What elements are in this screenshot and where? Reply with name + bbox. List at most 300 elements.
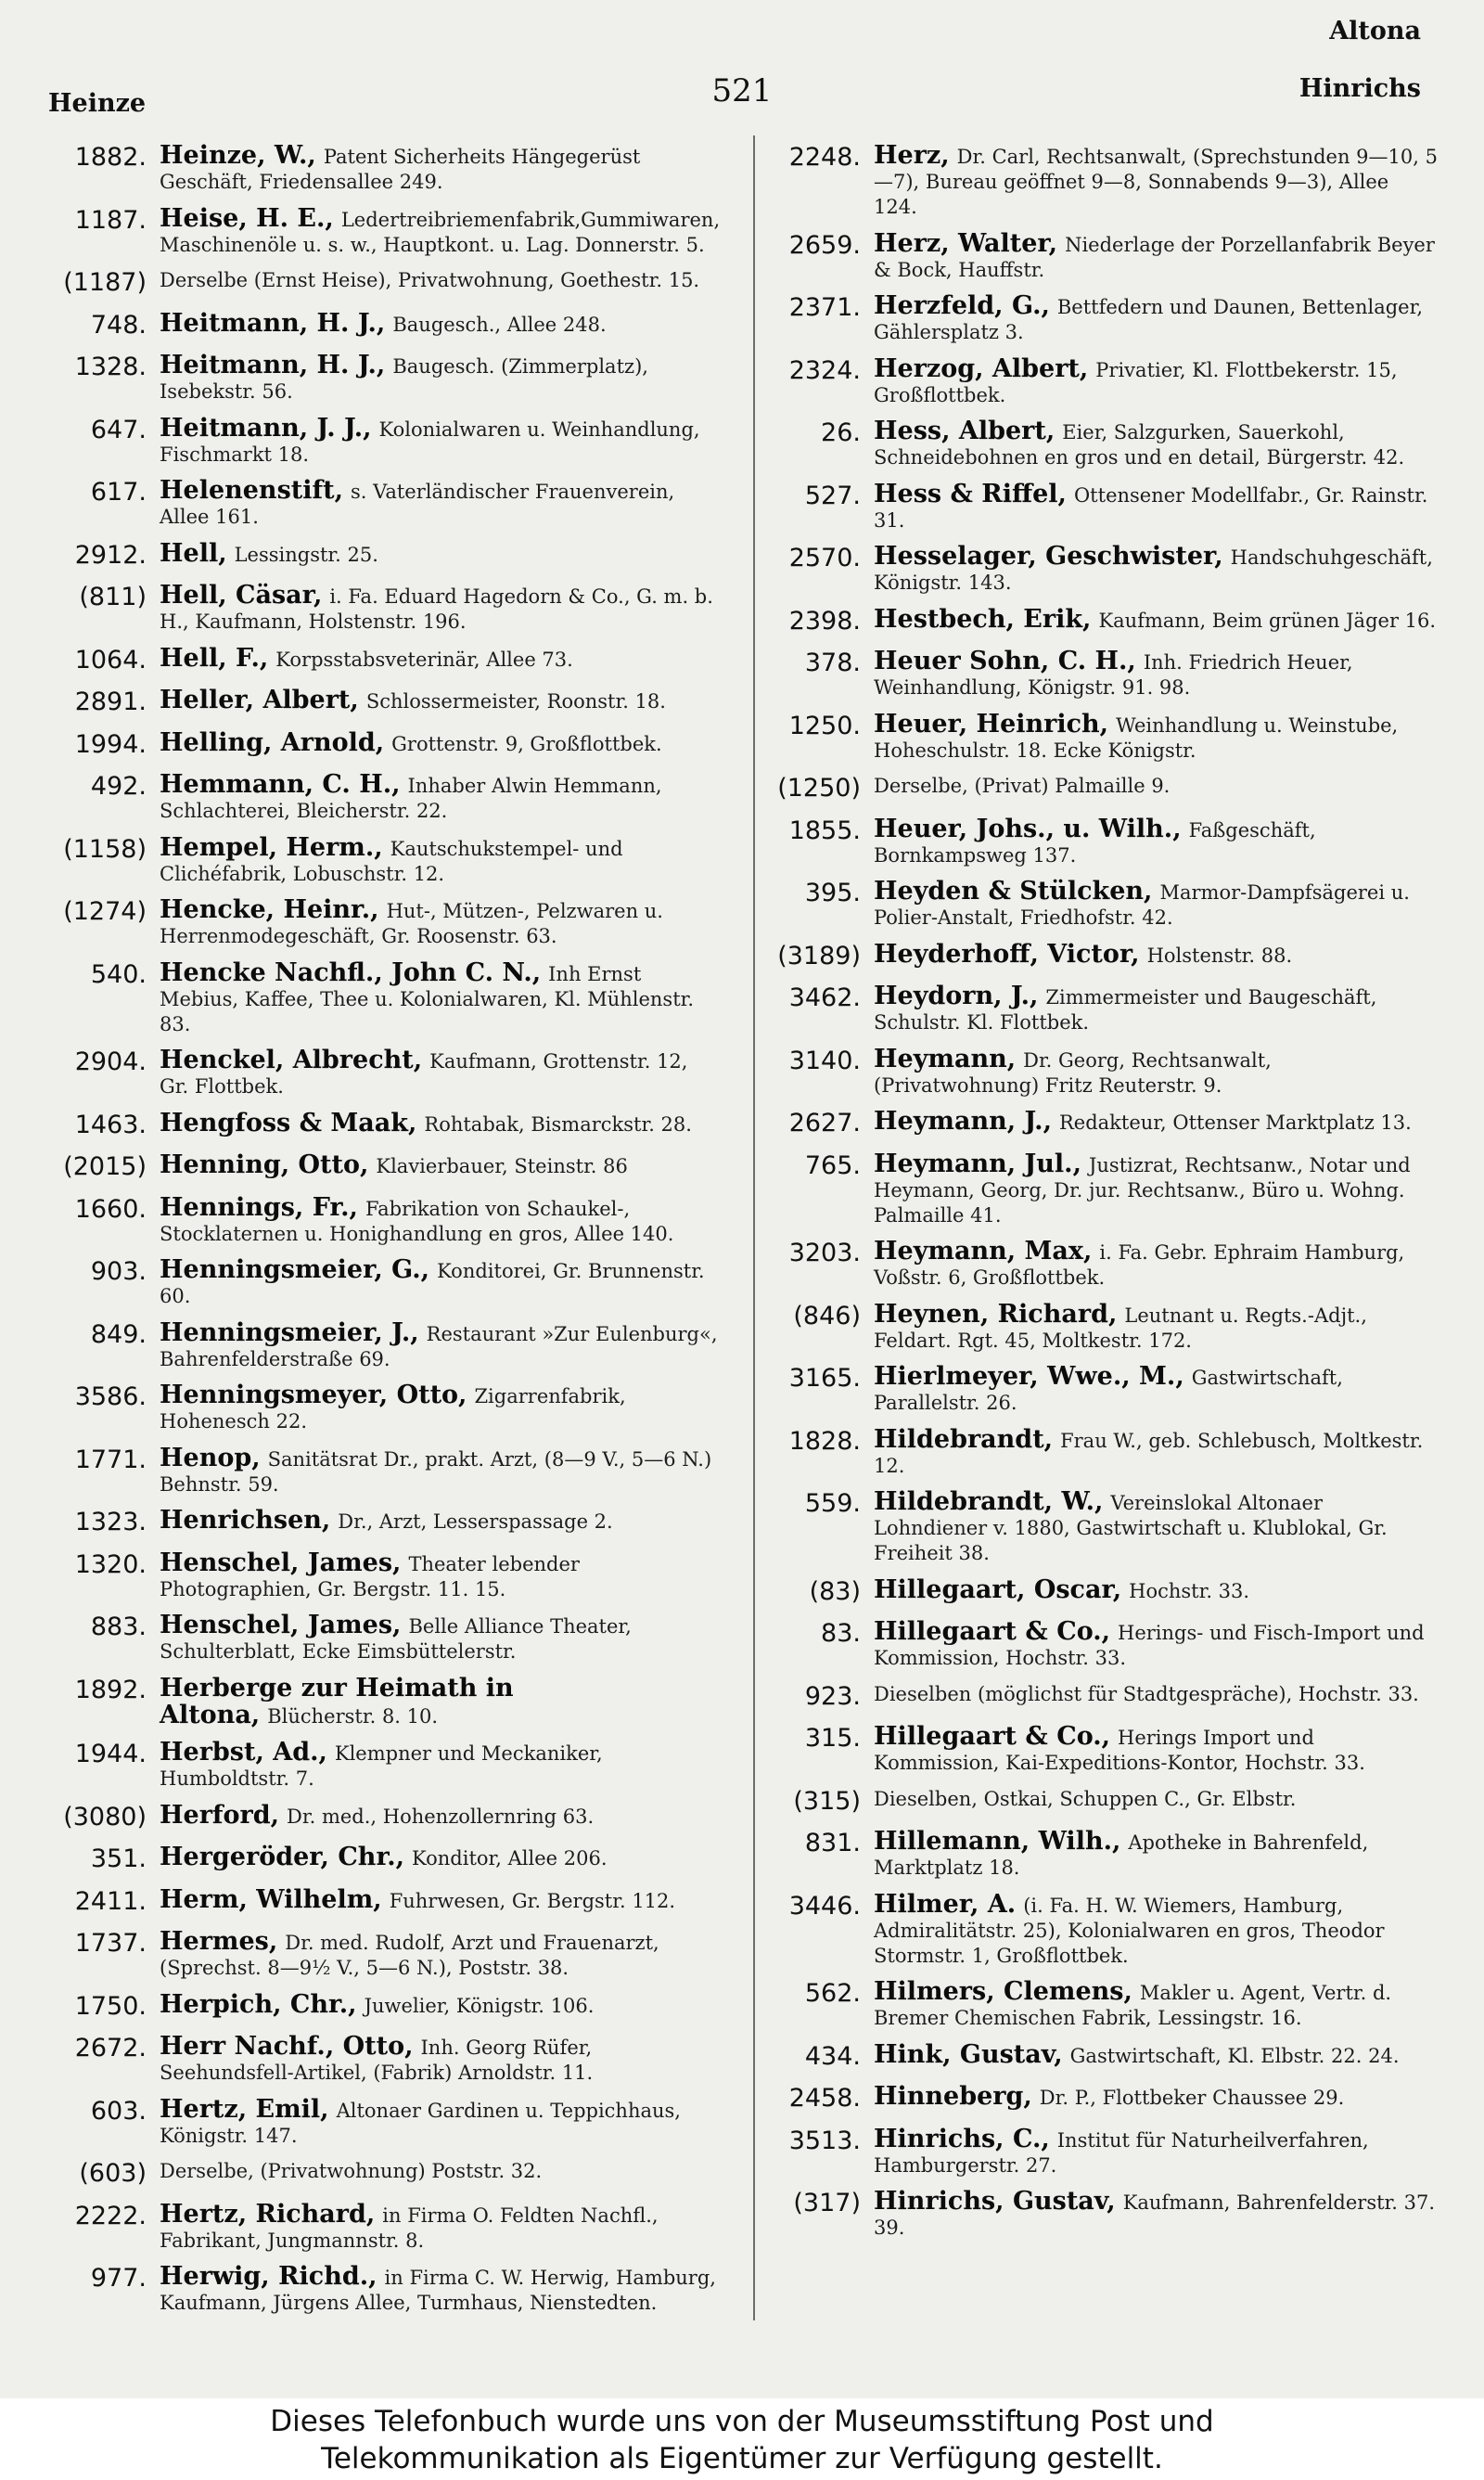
entry-name: Herzog, Albert, xyxy=(874,353,1089,383)
entry-name: Hilmers, Clemens, xyxy=(874,1977,1132,2006)
entry-body xyxy=(160,2032,722,2086)
directory-entry xyxy=(28,686,722,719)
entry-number: 540. xyxy=(90,959,147,989)
entry-number: 1064. xyxy=(74,645,147,675)
entry-number: 1737. xyxy=(74,1929,147,1958)
entry-body xyxy=(160,1674,722,1729)
directory-entry xyxy=(28,1738,722,1792)
entry-number: (315) xyxy=(793,1786,861,1816)
directory-entry xyxy=(761,2082,1438,2115)
directory-entry xyxy=(28,1674,722,1729)
entry-number: 1771. xyxy=(74,1445,147,1474)
directory-entry xyxy=(28,1548,722,1602)
entry-name: Hillemann, Wilh., xyxy=(874,1827,1121,1856)
entry-number: (2015) xyxy=(63,1152,147,1181)
left-column xyxy=(28,141,722,2325)
entry-details: Rohtabak, Bismarckstr. 28. xyxy=(424,1112,692,1136)
entry-name: Hencke Nachfl., John C. N., xyxy=(160,957,542,987)
entry-details: Dr. med. Rudolf, Arzt und Frauenarzt, (Sprechst. 8—9½ V., 5—6 N.), Poststr. 38. xyxy=(160,1932,659,1979)
directory-entry xyxy=(761,291,1438,345)
entry-details: Belle Alliance Theater, Schulterblatt, Ecke Eimsbüttelerstr. xyxy=(160,1615,632,1663)
entry-name: Hell, Cäsar, xyxy=(160,581,323,610)
directory-entry xyxy=(761,417,1438,470)
entry-name: Hemmann, C. H., xyxy=(160,770,401,799)
entry-details: in Firma C. W. Herwig, Hamburg, Kaufmann, Jürgens Allee, Turmhaus, Nienstedten. xyxy=(160,2267,716,2314)
directory-entry xyxy=(28,1109,722,1142)
entry-number: 83. xyxy=(821,1619,861,1648)
directory-entry xyxy=(28,1801,722,1834)
entry-number: 831. xyxy=(804,1829,861,1857)
entry-number: (1250) xyxy=(777,774,861,803)
entry-details: Lessingstr. 25. xyxy=(234,543,378,566)
entry-body xyxy=(874,815,1438,868)
entry-name: Heitmann, H. J., xyxy=(160,351,386,379)
entry-details: Kaufmann, Beim grünen Jäger 16. xyxy=(1098,609,1437,632)
entry-details: Konditor, Allee 206. xyxy=(412,1847,608,1870)
entry-body xyxy=(874,1680,1438,1707)
directory-entry xyxy=(761,480,1438,533)
entry-number: 562. xyxy=(804,1979,861,2008)
directory-entry xyxy=(28,204,722,258)
entry-details: Konditorei, Gr. Brunnenstr. 60. xyxy=(160,1260,705,1307)
directory-entry xyxy=(761,1107,1438,1140)
entry-details: Zimmermeister und Baugeschäft, Schulstr. Kl. Flottbek. xyxy=(874,986,1377,1034)
entry-name: Heynen, Richard, xyxy=(874,1299,1118,1329)
entry-number: 2627. xyxy=(788,1109,861,1137)
entry-name: Herz, Walter, xyxy=(874,228,1058,258)
entry-body xyxy=(160,309,722,338)
entry-details: Dieselben (möglichst für Stadtgespräche), Hochstr. 33. xyxy=(874,1682,1419,1705)
directory-entry xyxy=(761,1045,1438,1099)
entry-number: 2248. xyxy=(788,143,861,172)
entry-body xyxy=(160,1381,722,1434)
entry-body xyxy=(874,417,1438,470)
directory-entry xyxy=(761,229,1438,283)
directory-entry xyxy=(761,815,1438,868)
entry-body xyxy=(160,2157,722,2184)
entry-name: Heymann, Jul., xyxy=(874,1149,1081,1178)
entry-name: Heyden & Stülcken, xyxy=(874,877,1153,906)
entry-name: Heitmann, H. J., xyxy=(160,308,386,338)
entry-name: Henningsmeier, G., xyxy=(160,1255,430,1284)
footer-notice xyxy=(0,2398,1484,2480)
entry-number: 1323. xyxy=(74,1508,147,1536)
entry-details: Baugesch. (Zimmerplatz), Isebekstr. 56. xyxy=(160,355,648,403)
entry-details: Redakteur, Ottenser Marktplatz 13. xyxy=(1058,1112,1412,1134)
entry-number: 2672. xyxy=(74,2034,147,2062)
entry-body xyxy=(160,1193,722,1247)
entry-number: 1750. xyxy=(74,1991,147,2021)
directory-entry xyxy=(761,1150,1438,1228)
entry-body xyxy=(160,895,722,949)
entry-details: Patent Sicherheits Hängegerüst Geschäft, Friedensallee 249. xyxy=(160,146,641,193)
entry-name: Hengfoss & Maak, xyxy=(160,1108,417,1137)
entry-details: Klempner und Meckaniker, Humboldtstr. 7. xyxy=(160,1742,603,1790)
entry-details: Sanitätsrat Dr., prakt. Arzt, (8—9 V., 5—6 N.) Behnstr. 59. xyxy=(160,1447,712,1496)
directory-entry xyxy=(28,1843,722,1876)
entry-number: 883. xyxy=(90,1613,147,1641)
entry-name: Hesselager, Geschwister, xyxy=(874,542,1223,571)
entry-name: Hencke, Heinr., xyxy=(160,895,379,924)
entry-number: 3140. xyxy=(788,1046,861,1075)
entry-name: Heymann, Max, xyxy=(874,1237,1093,1266)
directory-entry xyxy=(28,476,722,530)
entry-name: Henop, xyxy=(160,1443,261,1472)
directory-entry xyxy=(28,414,722,468)
entry-name: Henrichsen, xyxy=(160,1506,331,1535)
entry-details: Juwelier, Königstr. 106. xyxy=(364,1994,595,2017)
entry-name: Hess, Albert, xyxy=(874,417,1055,445)
entry-number: (1187) xyxy=(63,268,147,297)
entry-number: 2398. xyxy=(788,606,861,636)
entry-number: 3586. xyxy=(74,1382,147,1411)
directory-entry xyxy=(761,1680,1438,1714)
entry-number: 2371. xyxy=(788,293,861,322)
entry-name: Henningsmeier, J., xyxy=(160,1317,419,1347)
entry-number: 2324. xyxy=(788,355,861,385)
entry-body xyxy=(874,2125,1438,2178)
entry-details: Dieselben, Ostkai, Schuppen C., Gr. Elbstr. xyxy=(874,1787,1297,1810)
entry-name: Hell, xyxy=(160,538,227,568)
entry-body xyxy=(160,770,722,824)
entry-details: Inh. Georg Rüfer, Seehundsfell-Artikel, (Fabrik) Arnoldstr. 11. xyxy=(160,2037,594,2084)
left-running-head: Heinze xyxy=(48,89,147,118)
entry-name: Heymann, J., xyxy=(874,1107,1052,1136)
entry-details: Holstenstr. 88. xyxy=(1146,944,1293,967)
entry-details: Dr., Arzt, Lesserspassage 2. xyxy=(338,1510,613,1533)
entry-number: 617. xyxy=(90,478,147,507)
entry-body xyxy=(874,940,1438,969)
entry-name: Heitmann, J. J., xyxy=(160,413,372,443)
directory-entry xyxy=(28,1927,722,1981)
entry-name: Heydorn, J., xyxy=(874,982,1039,1010)
entry-body xyxy=(874,354,1438,408)
entry-body xyxy=(160,2200,722,2254)
entry-details: Derselbe, (Privat) Palmaille 9. xyxy=(874,775,1171,797)
entry-body xyxy=(874,291,1438,345)
entry-body xyxy=(874,2187,1438,2241)
directory-entry xyxy=(761,1425,1438,1479)
entry-name: Hertz, Emil, xyxy=(160,2094,329,2124)
page-number: 521 xyxy=(711,72,773,109)
entry-name: Herr Nachf., Otto, xyxy=(160,2032,414,2061)
entry-body xyxy=(874,480,1438,533)
entry-body xyxy=(160,1885,722,1914)
entry-details: Blücherstr. 8. 10. xyxy=(267,1704,439,1728)
entry-body xyxy=(160,1255,722,1309)
entry-details: Privatier, Kl. Flottbekerstr. 15, Großflottbek. xyxy=(874,358,1398,406)
entry-name: Henningsmeyer, Otto, xyxy=(160,1381,467,1409)
entry-body xyxy=(160,1318,722,1372)
footer-line-1: Dieses Telefonbuch wurde uns von der Museumsstiftung Post und xyxy=(270,2405,1214,2438)
entry-details: i. Fa. Eduard Hagedorn & Co., G. m. b. H., Kaufmann, Holstenstr. 196. xyxy=(160,585,713,633)
entry-body xyxy=(160,1927,722,1981)
directory-entry xyxy=(761,2125,1438,2178)
entry-number: 527. xyxy=(804,481,861,510)
entry-number: (3080) xyxy=(63,1802,147,1831)
directory-entry xyxy=(761,1487,1438,1566)
entry-details: s. Vaterländischer Frauenverein, Allee 161. xyxy=(160,481,675,528)
entry-body xyxy=(874,1785,1438,1812)
entry-name: Helling, Arnold, xyxy=(160,727,385,757)
directory-entry xyxy=(28,958,722,1037)
directory-entry xyxy=(28,1506,722,1539)
entry-number: 2659. xyxy=(788,230,861,260)
entry-body xyxy=(874,647,1438,700)
entry-name: Henckel, Albrecht, xyxy=(160,1046,423,1074)
entry-number: 378. xyxy=(804,649,861,677)
entry-details: Klavierbauer, Steinstr. 86 xyxy=(376,1155,628,1177)
entry-name: Hierlmeyer, Wwe., M., xyxy=(874,1362,1184,1391)
entry-name: Herwig, Richd., xyxy=(160,2262,377,2291)
entry-details: Vereinslokal Altonaer Lohndiener v. 1880, Gastwirtschaft u. Klublokal, Gr. Freiheit 38. xyxy=(874,1492,1388,1564)
entry-name: Hinneberg, xyxy=(874,2082,1032,2111)
entry-details: i. Fa. Gebr. Ephraim Hamburg, Voßstr. 6, Großflottbek. xyxy=(874,1241,1405,1289)
entry-details: Institut für Naturheilverfahren, Hamburgerstr. 27. xyxy=(874,2128,1369,2177)
entry-details: Frau W., geb. Schlebusch, Moltkestr. 12. xyxy=(874,1429,1424,1477)
entry-name: Helenenstift, xyxy=(160,476,343,505)
directory-entry xyxy=(761,1890,1438,1969)
entry-number: 765. xyxy=(804,1150,861,1180)
directory-entry xyxy=(761,710,1438,764)
directory-entry xyxy=(28,644,722,677)
entry-details: Gastwirtschaft, Parallelstr. 26. xyxy=(874,1367,1343,1414)
entry-body xyxy=(160,351,722,405)
entry-body xyxy=(874,1487,1438,1566)
entry-details: Grottenstr. 9, Großflottbek. xyxy=(391,732,662,755)
entry-body xyxy=(160,1046,722,1099)
entry-number: 1328. xyxy=(74,353,147,381)
entry-number: 559. xyxy=(804,1489,861,1518)
directory-entry xyxy=(28,1381,722,1434)
entry-number: (317) xyxy=(793,2189,861,2217)
entry-details: Makler u. Agent, Vertr. d. Bremer Chemischen Fabrik, Lessingstr. 16. xyxy=(874,1982,1392,2029)
entry-name: Herz, xyxy=(874,141,950,170)
entry-details: Ottensener Modellfabr., Gr. Rainstr. 31. xyxy=(874,483,1428,532)
entry-details: Gastwirtschaft, Kl. Elbstr. 22. 24. xyxy=(1069,2044,1400,2067)
entry-name: Herm, Wilhelm, xyxy=(160,1884,382,1914)
entry-number: (1158) xyxy=(63,834,147,864)
entry-body xyxy=(160,1990,722,2019)
entry-body xyxy=(160,581,722,635)
entry-number: 395. xyxy=(804,879,861,907)
directory-entry xyxy=(28,1150,722,1184)
entry-details: Altonaer Gardinen u. Teppichhaus, Königstr. 147. xyxy=(160,2099,681,2147)
directory-entry xyxy=(761,877,1438,931)
entry-details: Kautschukstempel- und Clichéfabrik, Lobuschstr. 12. xyxy=(160,837,623,885)
entry-body xyxy=(874,2082,1438,2111)
entry-number: 1187. xyxy=(74,205,147,235)
entry-body xyxy=(874,1150,1438,1228)
directory-entry xyxy=(28,1193,722,1247)
entry-body xyxy=(160,686,722,714)
entry-details: Eier, Salzgurken, Sauerkohl, Schneidebohnen en gros und en detail, Bürgerstr. 42. xyxy=(874,421,1405,469)
entry-details: Faßgeschäft, Bornkampsweg 137. xyxy=(874,818,1316,867)
directory-entry xyxy=(761,1300,1438,1354)
directory-entry xyxy=(761,2187,1438,2241)
entry-number: 3165. xyxy=(788,1364,861,1393)
entry-number: 2458. xyxy=(788,2084,861,2113)
entry-number: 1250. xyxy=(788,711,861,740)
directory-entry xyxy=(28,2095,722,2149)
entry-name: Hempel, Herm., xyxy=(160,832,383,862)
entry-body xyxy=(874,1045,1438,1099)
entry-number: 492. xyxy=(90,772,147,801)
entry-number: 2912. xyxy=(74,540,147,570)
entry-number: 2904. xyxy=(74,1047,147,1076)
entry-body xyxy=(874,1237,1438,1291)
entry-body xyxy=(160,1738,722,1792)
entry-number: 2891. xyxy=(74,687,147,716)
entry-details: Zigarrenfabrik, Hohenesch 22. xyxy=(160,1385,626,1433)
entry-details: Herings- und Fisch-Import und Kommission, Hochstr. 33. xyxy=(874,1622,1425,1669)
entry-number: (846) xyxy=(793,1301,861,1330)
entry-details: Schlossermeister, Roonstr. 18. xyxy=(365,690,666,713)
directory-entry xyxy=(28,141,722,195)
entry-name: Heise, H. E., xyxy=(160,203,334,233)
directory-entry xyxy=(761,1362,1438,1416)
entry-body xyxy=(160,1548,722,1602)
entry-number: (1274) xyxy=(63,897,147,926)
entry-number: 315. xyxy=(804,1724,861,1753)
entry-body xyxy=(160,2262,722,2316)
entry-body xyxy=(160,476,722,530)
entry-name: Hildebrandt, W., xyxy=(874,1487,1104,1516)
entry-body xyxy=(874,1362,1438,1416)
directory-entry xyxy=(28,1318,722,1372)
entry-body xyxy=(160,1843,722,1871)
entry-number: 603. xyxy=(90,2096,147,2126)
directory-entry xyxy=(28,2157,722,2191)
entry-number: 2222. xyxy=(74,2201,147,2230)
directory-entry xyxy=(28,1255,722,1309)
directory-entry xyxy=(761,1722,1438,1776)
entry-details: Dr. Georg, Rechtsanwalt, (Privatwohnung) Fritz Reuterstr. 9. xyxy=(874,1048,1272,1097)
directory-entry xyxy=(28,728,722,762)
entry-details: (i. Fa. H. W. Wiemers, Hamburg, Admiralitätstr. 25), Kolonialwaren en gros, Theodor Stormstr. 1, Großflottbek. xyxy=(874,1894,1385,1967)
entry-name: Hermes, xyxy=(160,1927,278,1956)
directory-entry xyxy=(761,1617,1438,1671)
entry-name: Heuer, Johs., u. Wilh., xyxy=(874,814,1182,843)
entry-details: Dr. med., Hohenzollernring 63. xyxy=(287,1805,595,1828)
directory-entry xyxy=(28,2262,722,2316)
entry-name: Hildebrandt, xyxy=(874,1424,1054,1454)
entry-body xyxy=(160,141,722,195)
entry-number: 1994. xyxy=(74,729,147,759)
entry-name: Hilmer, A. xyxy=(874,1889,1017,1919)
entry-body xyxy=(160,728,722,757)
entry-details: Inh. Friedrich Heuer, Weinhandlung, Königstr. 91. 98. xyxy=(874,651,1353,699)
directory-entry xyxy=(28,1046,722,1099)
entry-details: Apotheke in Bahrenfeld, Marktplatz 18. xyxy=(874,1831,1369,1879)
directory-entry xyxy=(761,772,1438,805)
entry-number: 2411. xyxy=(74,1886,147,1916)
entry-body xyxy=(160,414,722,468)
entry-body xyxy=(160,1506,722,1535)
entry-body xyxy=(160,1801,722,1830)
entry-name: Herberge zur Heimath in Altona, xyxy=(160,1673,514,1729)
entry-details: Inh Ernst Mebius, Kaffee, Thee u. Kolonialwaren, Kl. Mühlenstr. 83. xyxy=(160,962,695,1035)
entry-number: 903. xyxy=(90,1257,147,1286)
entry-body xyxy=(874,877,1438,931)
entry-details: Dr. Carl, Rechtsanwalt, (Sprechstunden 9—10, 5—7), Bureau geöffnet 9—8, Sonnabends 9—3), Allee 124. xyxy=(874,146,1438,218)
entry-body xyxy=(874,1575,1438,1604)
city-header: Altona xyxy=(1329,17,1421,45)
entry-details: Kaufmann, Grottenstr. 12, Gr. Flottbek. xyxy=(160,1050,688,1098)
entry-name: Hinrichs, Gustav, xyxy=(874,2187,1116,2216)
entry-name: Heymann, xyxy=(874,1044,1017,1073)
entry-body xyxy=(874,1300,1438,1354)
directory-entry xyxy=(761,1237,1438,1291)
entry-details: in Firma O. Feldten Nachfl., Fabrikant, Jungmannstr. 8. xyxy=(160,2204,659,2252)
directory-entry xyxy=(28,770,722,824)
entry-body xyxy=(160,266,722,293)
entry-body xyxy=(160,1444,722,1497)
entry-details: Leutnant u. Regts.-Adjt., Feldart. Rgt. 45, Moltkestr. 172. xyxy=(874,1304,1367,1352)
entry-number: 1320. xyxy=(74,1549,147,1579)
entry-body xyxy=(874,1722,1438,1776)
entry-details: Handschuhgeschäft, Königstr. 143. xyxy=(874,546,1433,594)
entry-number: 1660. xyxy=(74,1194,147,1224)
entry-name: Hillegaart & Co., xyxy=(874,1722,1111,1751)
directory-entry xyxy=(28,581,722,635)
entry-name: Heller, Albert, xyxy=(160,686,359,714)
entry-number: 1944. xyxy=(74,1740,147,1768)
entry-number: 1855. xyxy=(788,816,861,845)
entry-number: (83) xyxy=(809,1576,861,1606)
entry-details: Hochstr. 33. xyxy=(1129,1579,1250,1602)
entry-body xyxy=(160,1611,722,1664)
entry-details: Baugesch., Allee 248. xyxy=(392,313,607,336)
entry-details: Kaufmann, Bahrenfelderstr. 37. 39. xyxy=(874,2191,1436,2239)
entry-number: (3189) xyxy=(777,941,861,970)
entry-body xyxy=(160,644,722,673)
entry-name: Heuer, Heinrich, xyxy=(874,709,1109,739)
directory-entry xyxy=(28,833,722,887)
entry-name: Hennings, Fr., xyxy=(160,1192,358,1222)
entry-number: 977. xyxy=(90,2264,147,2293)
entry-name: Henschel, James, xyxy=(160,1548,402,1577)
directory-entry xyxy=(28,1444,722,1497)
entry-body xyxy=(160,833,722,887)
entry-number: 3446. xyxy=(788,1891,861,1921)
entry-name: Hergeröder, Chr., xyxy=(160,1843,404,1871)
entry-number: 26. xyxy=(821,418,861,447)
directory-entry xyxy=(28,1885,722,1919)
entry-details: Bettfedern und Daunen, Bettenlager, Gählersplatz 3. xyxy=(874,296,1424,343)
entry-number: (811) xyxy=(79,583,147,611)
entry-number: 647. xyxy=(90,415,147,444)
entry-body xyxy=(874,1425,1438,1479)
entry-details: Inhaber Alwin Hemmann, Schlachterei, Bleicherstr. 22. xyxy=(160,775,662,822)
directory-entry xyxy=(28,895,722,949)
entry-body xyxy=(874,229,1438,283)
entry-name: Herzfeld, G., xyxy=(874,291,1050,320)
directory-entry xyxy=(28,1990,722,2024)
entry-body xyxy=(160,539,722,568)
entry-name: Heyderhoff, Victor, xyxy=(874,939,1140,969)
directory-entry xyxy=(28,351,722,405)
directory-entry xyxy=(761,647,1438,700)
entry-body xyxy=(874,605,1438,634)
entry-name: Hertz, Richard, xyxy=(160,2199,376,2229)
entry-body xyxy=(160,1150,722,1179)
entry-name: Heuer Sohn, C. H., xyxy=(874,647,1136,675)
entry-details: Justizrat, Rechtsanw., Notar und Heymann, Georg, Dr. jur. Rechtsanw., Büro u. Wohng. Palmaille 41. xyxy=(874,1153,1411,1227)
entry-name: Hinrichs, C., xyxy=(874,2124,1050,2153)
entry-body xyxy=(874,2040,1438,2069)
entry-details: Derselbe (Ernst Heise), Privatwohnung, Goethestr. 15. xyxy=(160,269,700,291)
